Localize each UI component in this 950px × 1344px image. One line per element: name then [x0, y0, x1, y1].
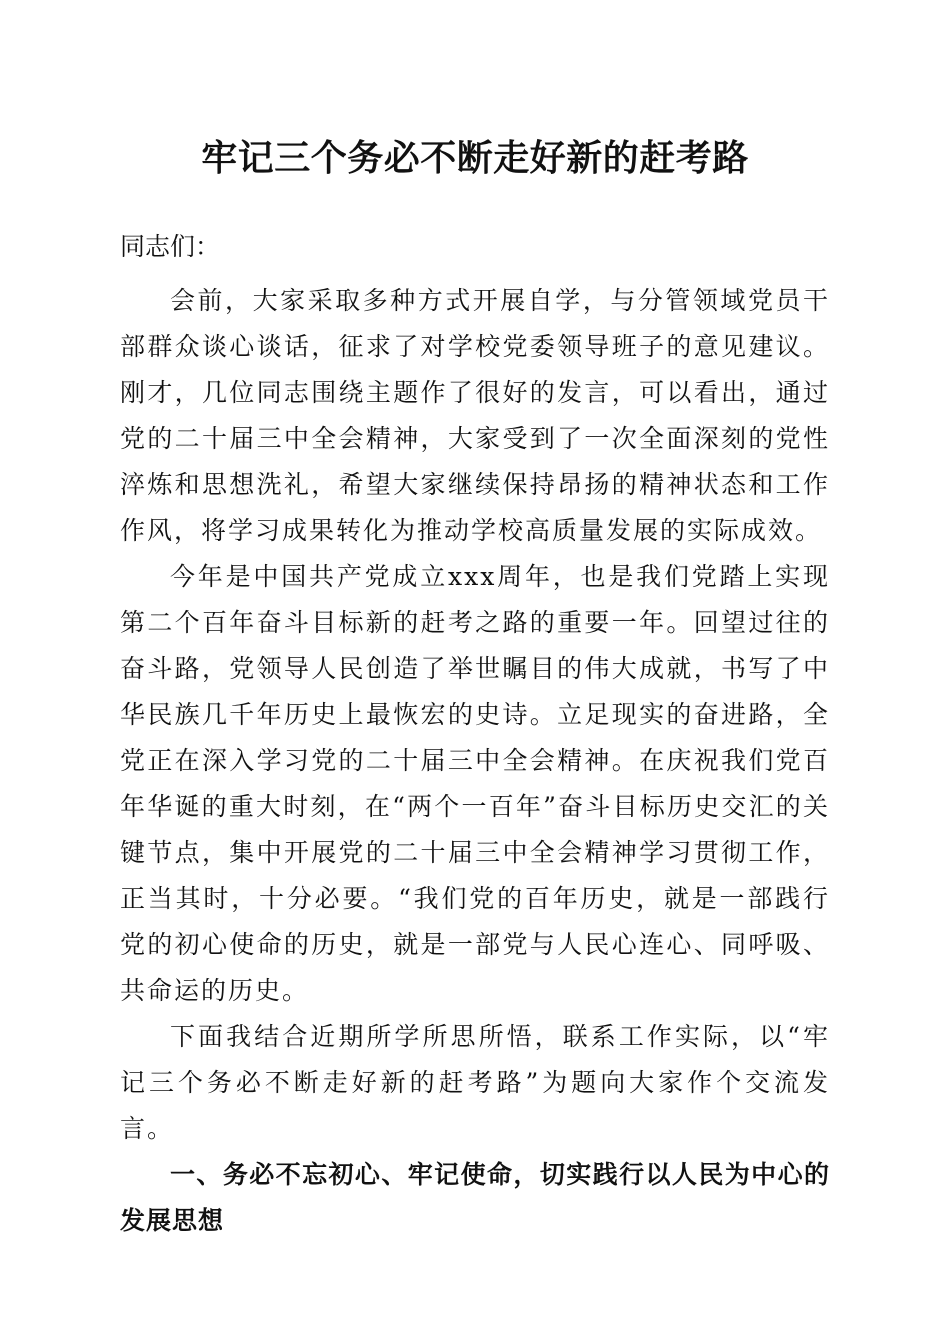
salutation: 同志们：	[120, 232, 221, 261]
document-title: 牢记三个务必不断走好新的赶考路	[201, 137, 749, 179]
paragraph-opening: 会前，大家采取多种方式开展自学，与分管领域党员干部群众谈心谈话，征求了对学校党委领导班子的意见建议。刚才，几位同志围绕主题作了很好的发言，可以看出，通过党的二十届三中全会精神，大家受到了一次全面深刻的党性淬炼和思想洗礼，希望大家继续保持昂扬的精神状态和工作作风，将学习成果转化为推动学校高质量发展的实际成效。	[120, 286, 830, 545]
paragraph-anniversary: 今年是中国共产党成立xxx周年，也是我们党踏上实现第二个百年奋斗目标新的赶考之路的重要一年。回望过往的奋斗路，党领导人民创造了举世瞩目的伟大成就，书写了中华民族几千年历史上最恢宏的史诗。立足现实的奋进路，全党正在深入学习党的二十届三中全会精神。在庆祝我们党百年华诞的重大时刻，在“两个一百年”奋斗目标历史交汇的关键节点，集中开展党的二十届三中全会精神学习贯彻工作，正当其时，十分必要。“我们党的百年历史，就是一部践行党的初心使命的历史，就是一部党与人民心连心、同呼吸、共命运的历史。	[120, 562, 830, 1005]
paragraph-intro: 下面我结合近期所学所思所悟，联系工作实际，以“牢记三个务必不断走好新的赶考路”为题向大家作个交流发言。	[120, 1022, 830, 1143]
section-heading-1: 一、务必不忘初心、牢记使命，切实践行以人民为中心的发展思想	[120, 1160, 830, 1235]
